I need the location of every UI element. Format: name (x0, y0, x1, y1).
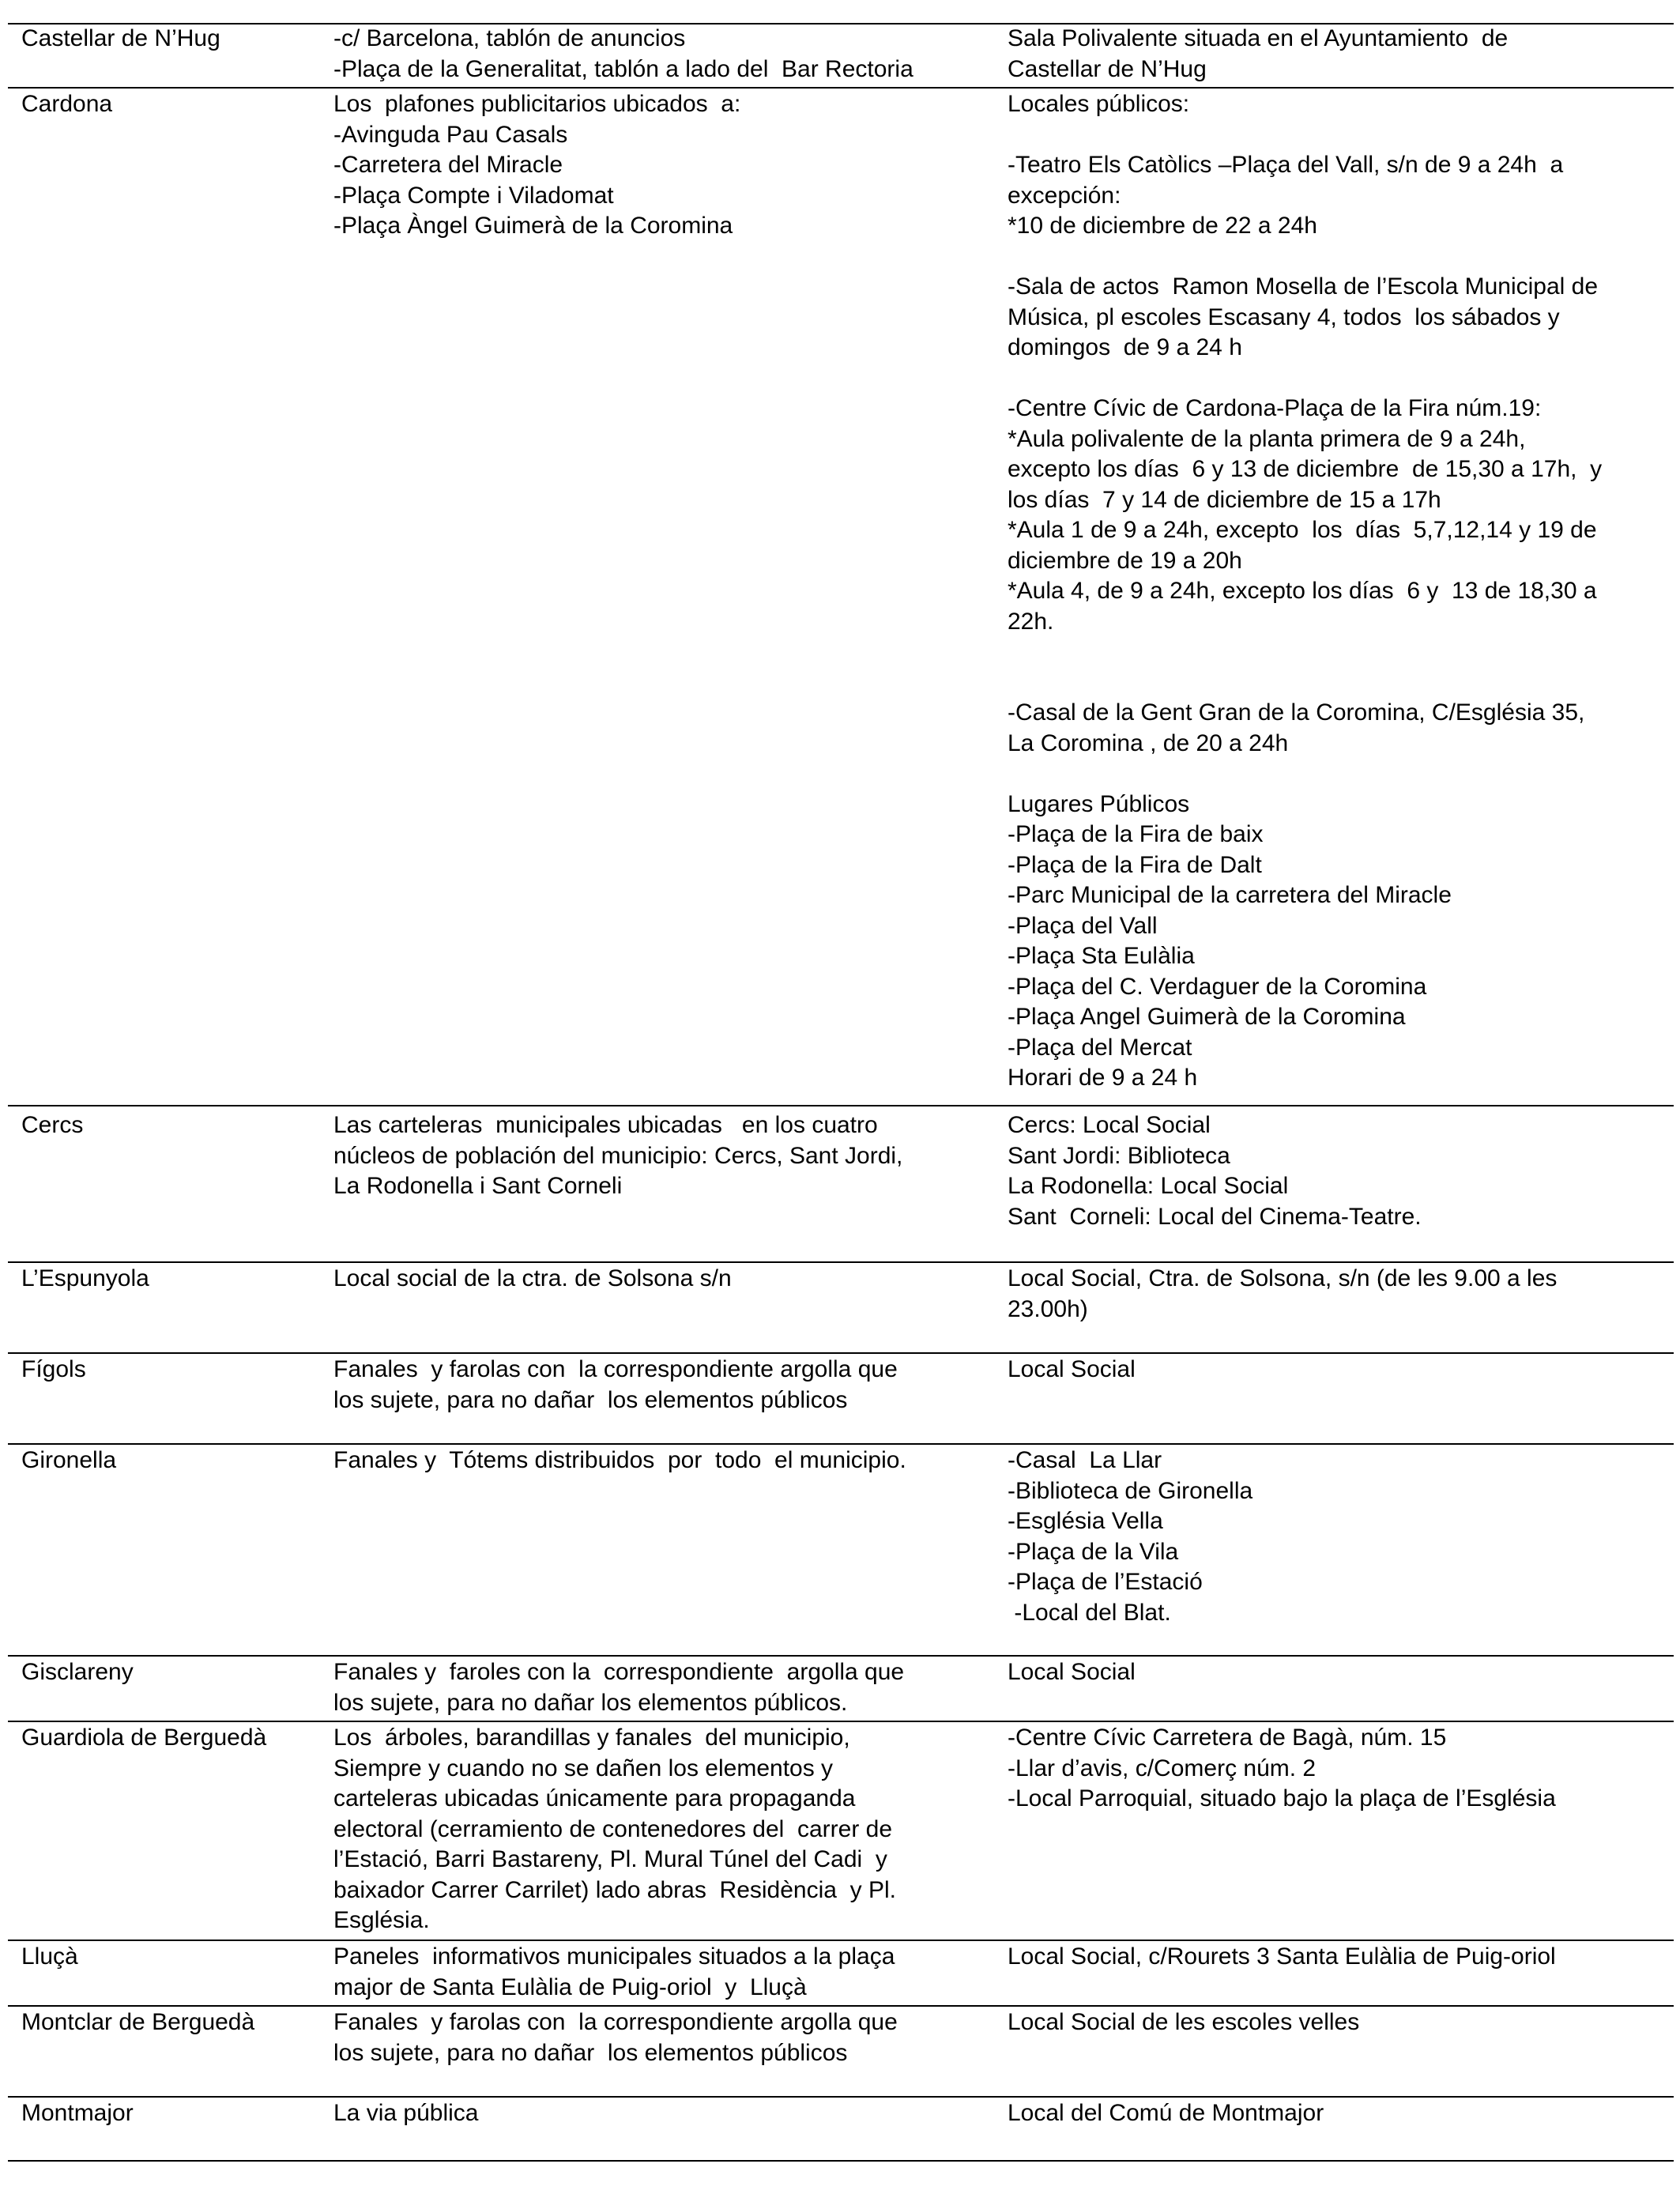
cell-municipality: Cercs (21, 1112, 84, 1138)
cell-sites: Los plafones publicitarios ubicados a: -Avinguda Pau Casals -Carretera del Miracle -Plaça Compte i Viladomat -Plaça Àngel Guimerà de la Coromina (333, 91, 741, 239)
cell-municipality: Cardona (21, 91, 113, 117)
cell-sites: Fanales y faroles con la correspondiente argolla que los sujete, para no dañar los elementos públicos. (333, 1659, 905, 1716)
cell-venues: Local del Comú de Montmajor (1008, 2100, 1324, 2126)
cell-municipality: Gisclareny (21, 1659, 134, 1685)
table-bottom-rule (8, 2160, 1674, 2162)
row-divider (8, 1261, 1674, 1263)
cell-venues: -Casal La Llar -Biblioteca de Gironella -Església Vella -Plaça de la Vila -Plaça de l’Estació -Local del Blat. (1008, 1447, 1253, 1626)
cell-venues: Locales públicos: -Teatro Els Catòlics –Plaça del Vall, s/n de 9 a 24h a excepción: *10 de diciembre de 22 a 24h -Sala de actos Ramon Mosella de l’Escola Municipal de Música, pl escoles Escasany 4, todos los sábados y domingos de 9 a 24 h -Centre Cívic de Cardona-Plaça de la Fira núm.19: *Aula polivalente de la planta primera de 9 a 24h, excepto los días 6 y 13 de diciembre de 15,30 a 17h, y los días 7 y 14 de diciembre de 15 a 17h *Aula 1 de 9 a 24h, excepto los días 5,7,12,14 y 19 de diciembre de 19 a 20h *Aula 4, de 9 a 24h, excepto los días 6 y 13 de 18,30 a 22h. -Casal de la Gent Gran de la Coromina, C/Església 35, La Coromina , de 20 a 24h Lugares Públicos -Plaça de la Fira de baix -Plaça de la Fira de Dalt -Parc Municipal de la carretera del Miracle -Plaça del Vall -Plaça Sta Eulàlia -Plaça del C. Verdaguer de la Coromina -Plaça Angel Guimerà de la Coromina -Plaça del Mercat Horari de 9 a 24 h (1008, 91, 1603, 1091)
cell-municipality: Fígols (21, 1356, 86, 1382)
cell-municipality: Montmajor (21, 2100, 134, 2126)
cell-sites: Paneles informativos municipales situados a la plaça major de Santa Eulàlia de Puig-oriol y Lluçà (333, 1943, 895, 2000)
row-divider (8, 1105, 1674, 1106)
row-divider (8, 1940, 1674, 1941)
cell-municipality: Montclar de Berguedà (21, 2009, 255, 2035)
cell-municipality: Castellar de N’Hug (21, 25, 220, 51)
row-divider (8, 1352, 1674, 1354)
cell-sites: Fanales y Tótems distribuidos por todo el municipio. (333, 1447, 906, 1473)
row-divider (8, 1443, 1674, 1445)
cell-sites: Las carteleras municipales ubicadas en los cuatro núcleos de población del municipio: Cercs, Sant Jordi, La Rodonella i Sant Corneli (333, 1112, 903, 1199)
cell-venues: Local Social (1008, 1356, 1136, 1382)
cell-municipality: L’Espunyola (21, 1265, 149, 1291)
row-divider (8, 1721, 1674, 1722)
cell-venues: Cercs: Local Social Sant Jordi: Biblioteca La Rodonella: Local Social Sant Corneli: Local del Cinema-Teatre. (1008, 1112, 1422, 1230)
cell-sites: La via pública (333, 2100, 479, 2126)
cell-venues: Local Social, Ctra. de Solsona, s/n (de les 9.00 a les 23.00h) (1008, 1265, 1558, 1322)
cell-sites: Fanales y farolas con la correspondiente argolla que los sujete, para no dañar los elementos públicos (333, 2009, 898, 2066)
cell-sites: Local social de la ctra. de Solsona s/n (333, 1265, 732, 1291)
cell-municipality: Gironella (21, 1447, 117, 1473)
cell-venues: Sala Polivalente situada en el Ayuntamiento de Castellar de N’Hug (1008, 25, 1509, 82)
cell-venues: Local Social de les escoles velles (1008, 2009, 1360, 2035)
row-divider (8, 2005, 1674, 2007)
cell-venues: -Centre Cívic Carretera de Bagà, núm. 15 -Llar d’avis, c/Comerç núm. 2 -Local Parroquial, situado bajo la plaça de l’Església (1008, 1725, 1556, 1811)
row-divider (8, 87, 1674, 89)
row-divider (8, 1655, 1674, 1657)
cell-sites: -c/ Barcelona, tablón de anuncios -Plaça de la Generalitat, tablón a lado del Bar Rectoria (333, 25, 913, 82)
row-divider (8, 2096, 1674, 2098)
cell-sites: Los árboles, barandillas y fanales del municipio, Siempre y cuando no se dañen los elementos y carteleras ubicadas únicamente para propaganda electoral (cerramiento de contenedores del carrer de l’Estació, Barri Bastareny, Pl. Mural Túnel del Cadi y baixador Carrer Carrilet) lado abras Residència y Pl. Església. (333, 1725, 896, 1933)
cell-municipality: Guardiola de Berguedà (21, 1725, 267, 1751)
cell-venues: Local Social, c/Rourets 3 Santa Eulàlia de Puig-oriol (1008, 1943, 1556, 1970)
cell-sites: Fanales y farolas con la correspondiente argolla que los sujete, para no dañar los elementos públicos (333, 1356, 898, 1413)
cell-venues: Local Social (1008, 1659, 1136, 1685)
cell-municipality: Lluçà (21, 1943, 78, 1970)
